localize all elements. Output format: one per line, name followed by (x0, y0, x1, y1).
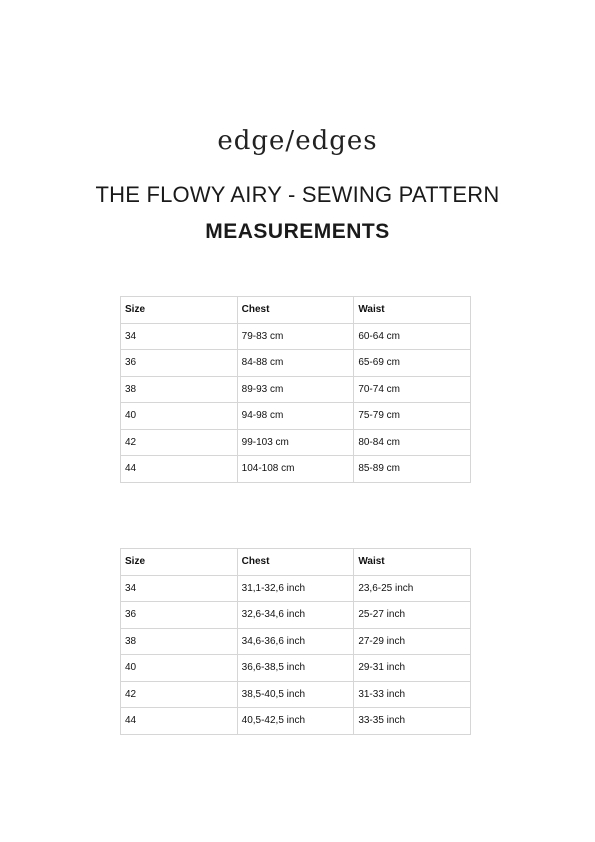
table-cell: 38 (121, 376, 238, 403)
table-cell: 80-84 cm (354, 429, 471, 456)
table-cell: 42 (121, 429, 238, 456)
table-cell: 70-74 cm (354, 376, 471, 403)
table-row (121, 456, 471, 483)
table-row (121, 681, 471, 708)
table-cell: 34,6-36,6 inch (237, 628, 354, 655)
table-cell: 23,6-25 inch (354, 575, 471, 602)
table-cell: 32,6-34,6 inch (237, 602, 354, 629)
table-row (121, 602, 471, 629)
table-row (121, 575, 471, 602)
table-cell: 99-103 cm (237, 429, 354, 456)
table-header-row (121, 297, 471, 324)
table-cell: 31-33 inch (354, 681, 471, 708)
table-cell: 44 (121, 708, 238, 735)
table-cell: 38 (121, 628, 238, 655)
table-cell: 65-69 cm (354, 350, 471, 377)
header-cell: Chest (237, 297, 354, 324)
header-cell: Chest (237, 549, 354, 576)
table-cell: 60-64 cm (354, 323, 471, 350)
table-cell: 25-27 inch (354, 602, 471, 629)
header-cell: Size (121, 549, 238, 576)
header-cell: Size (121, 297, 238, 324)
table-cell: 34 (121, 323, 238, 350)
table-cell: 33-35 inch (354, 708, 471, 735)
table-row (121, 376, 471, 403)
table-cell: 42 (121, 681, 238, 708)
table-cell: 27-29 inch (354, 628, 471, 655)
table-cell: 94-98 cm (237, 403, 354, 430)
table-cell: 36 (121, 602, 238, 629)
table-cell: 89-93 cm (237, 376, 354, 403)
table-cell: 29-31 inch (354, 655, 471, 682)
table-cell: 34 (121, 575, 238, 602)
table-cell: 36,6-38,5 inch (237, 655, 354, 682)
table-cell: 40 (121, 655, 238, 682)
header-cell: Waist (354, 297, 471, 324)
measurements-table-cm (120, 296, 471, 483)
page-title: THE FLOWY AIRY - SEWING PATTERN (95, 182, 500, 207)
table-row (121, 350, 471, 377)
table-cell: 36 (121, 350, 238, 377)
table-cell: 31,1-32,6 inch (237, 575, 354, 602)
table-cell: 44 (121, 456, 238, 483)
table-cell: 85-89 cm (354, 456, 471, 483)
table-row (121, 323, 471, 350)
brand-logo: edge/edges (217, 126, 378, 156)
table-row (121, 403, 471, 430)
table-row (121, 628, 471, 655)
table-cell: 104-108 cm (237, 456, 354, 483)
table-cell: 38,5-40,5 inch (237, 681, 354, 708)
table-header-row (121, 549, 471, 576)
header-cell: Waist (354, 549, 471, 576)
table-cell: 40 (121, 403, 238, 430)
table-cell: 40,5-42,5 inch (237, 708, 354, 735)
table-row (121, 429, 471, 456)
table-row (121, 708, 471, 735)
table-row (121, 655, 471, 682)
measurements-table-inch (120, 548, 471, 735)
table-cell: 79-83 cm (237, 323, 354, 350)
section-heading: MEASUREMENTS (205, 220, 390, 243)
table-cell: 75-79 cm (354, 403, 471, 430)
table-cell: 84-88 cm (237, 350, 354, 377)
